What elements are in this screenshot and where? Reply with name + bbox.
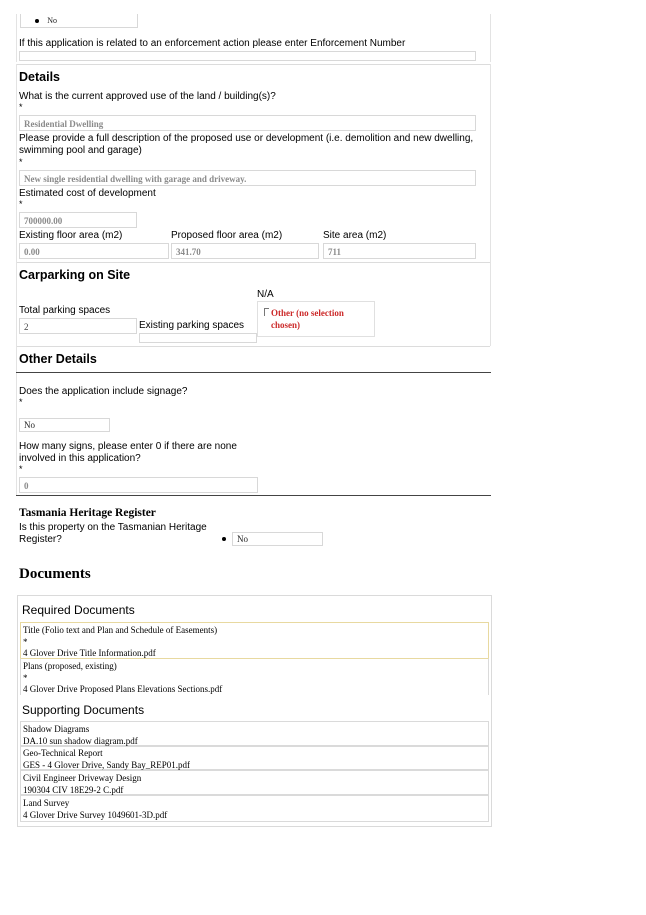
required-doc-title: Title (Folio text and Plan and Schedule of Easements)	[23, 625, 218, 635]
carparking-border-right	[490, 262, 491, 346]
existing-parking-label: Existing parking spaces	[139, 320, 245, 331]
required-doc-row	[20, 622, 489, 659]
enforcement-number-input[interactable]	[19, 51, 476, 61]
carparking-border-left	[16, 262, 17, 346]
signs-count-question: How many signs, please enter 0 if there are none involved in this application?	[19, 441, 237, 464]
required-marker: *	[19, 157, 23, 167]
other-option-box[interactable]	[257, 301, 375, 337]
enforcement-question: If this application is related to an enforcement action please enter Enforcement Number	[19, 38, 406, 49]
description-input[interactable]: New single residential dwelling with garage and driveway.	[19, 170, 476, 186]
form-border-left	[16, 14, 17, 62]
cost-label: Estimated cost of development	[19, 188, 156, 199]
total-parking-label: Total parking spaces	[19, 305, 111, 316]
proposed-floor-label: Proposed floor area (m2)	[171, 230, 283, 241]
na-label: N/A	[257, 289, 274, 300]
section-divider	[16, 495, 491, 496]
radio-icon	[264, 308, 269, 316]
other-option-label: Other (no selection chosen)	[271, 308, 344, 330]
site-area-input[interactable]: 711	[323, 243, 476, 259]
details-border-left	[16, 64, 17, 262]
section-divider	[16, 262, 490, 263]
required-documents-heading: Required Documents	[22, 603, 135, 617]
existing-parking-input[interactable]	[139, 333, 257, 343]
form-border-right	[490, 14, 491, 62]
current-use-question: What is the current approved use of the land / building(s)?	[19, 91, 276, 102]
required-marker: *	[19, 397, 23, 407]
bullet-icon	[222, 537, 226, 541]
required-marker: *	[19, 199, 23, 209]
signs-count-input[interactable]: 0	[19, 477, 258, 493]
documents-heading: Documents	[19, 566, 91, 582]
total-parking-input[interactable]: 2	[19, 318, 137, 334]
existing-floor-label: Existing floor area (m2)	[19, 230, 123, 241]
enforcement-radio-group[interactable]	[20, 14, 138, 28]
other-details-heading: Other Details	[19, 352, 97, 366]
heritage-select[interactable]: No	[232, 532, 323, 546]
supporting-doc-row	[20, 795, 489, 822]
supporting-doc-title: Geo-Technical Report	[23, 748, 103, 758]
details-border-right	[490, 64, 491, 262]
signage-select[interactable]: No	[19, 418, 110, 432]
cost-input[interactable]: 700000.00	[19, 212, 137, 228]
signage-question: Does the application include signage?	[19, 386, 188, 397]
heritage-question: Is this property on the Tasmanian Heritage Register?	[19, 522, 207, 545]
carparking-heading: Carparking on Site	[19, 268, 131, 282]
enforcement-selected-value: No	[47, 16, 58, 25]
required-doc-title: Plans (proposed, existing)	[23, 661, 117, 671]
heritage-heading: Tasmania Heritage Register	[19, 507, 156, 519]
supporting-doc-title: Shadow Diagrams	[23, 724, 90, 734]
required-doc-file[interactable]: 4 Glover Drive Proposed Plans Elevations Sections.pdf	[23, 684, 223, 694]
existing-floor-input[interactable]: 0.00	[19, 243, 169, 259]
supporting-doc-file[interactable]: 190304 CIV 18E29-2 C.pdf	[23, 785, 124, 795]
supporting-doc-row	[20, 721, 489, 746]
section-divider	[16, 64, 490, 65]
required-doc-file[interactable]: 4 Glover Drive Title Information.pdf	[23, 648, 156, 658]
required-marker: *	[23, 673, 28, 683]
supporting-doc-file[interactable]: DA.10 sun shadow diagram.pdf	[23, 736, 138, 746]
supporting-doc-file[interactable]: GES - 4 Glover Drive, Sandy Bay_REP01.pdf	[23, 760, 190, 770]
supporting-doc-row	[20, 746, 489, 770]
supporting-doc-row	[20, 770, 489, 795]
required-doc-row	[20, 658, 489, 695]
site-area-label: Site area (m2)	[323, 230, 387, 241]
supporting-doc-title: Civil Engineer Driveway Design	[23, 773, 142, 783]
description-question: Please provide a full description of the proposed use or development (i.e. demolition and new dwelling, swimming pool and garage)	[19, 133, 474, 156]
proposed-floor-input[interactable]: 341.70	[171, 243, 319, 259]
other-border-left	[16, 346, 17, 496]
current-use-input[interactable]: Residential Dwelling	[19, 115, 476, 131]
supporting-doc-file[interactable]: 4 Glover Drive Survey 1049601-3D.pdf	[23, 810, 168, 820]
supporting-documents-heading: Supporting Documents	[22, 703, 145, 717]
details-heading: Details	[19, 70, 60, 84]
required-marker: *	[19, 464, 23, 474]
required-marker: *	[23, 637, 28, 647]
required-marker: *	[19, 102, 23, 112]
supporting-doc-title: Land Survey	[23, 798, 70, 808]
section-divider	[16, 346, 490, 347]
heading-underline	[16, 372, 491, 373]
bullet-icon	[35, 19, 39, 23]
